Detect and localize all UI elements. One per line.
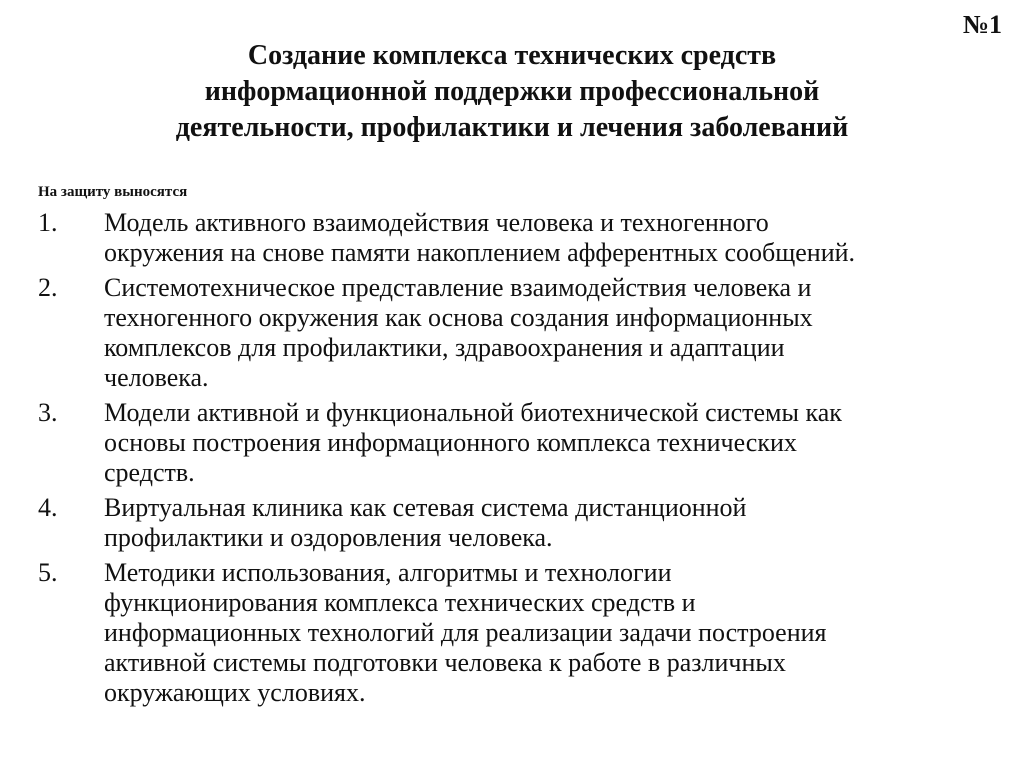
list-item-number: 2. — [38, 273, 58, 302]
page-title — [60, 38, 964, 145]
list-item — [38, 273, 1018, 393]
list-item-line: информационных технологий для реализации задачи построения — [104, 618, 827, 647]
list-item-number: 3. — [38, 398, 58, 427]
title-line: деятельности, профилактики и лечения заболеваний — [175, 111, 849, 143]
list-item — [38, 208, 1018, 268]
thesis-list — [38, 208, 1018, 713]
title-line: Создание комплекса технических средств — [247, 40, 777, 71]
slide-number: №1 — [962, 10, 1002, 39]
list-item-line: Методики использования, алгоритмы и технологии — [104, 558, 672, 587]
list-item — [38, 558, 1018, 708]
list-item-number: 5. — [38, 558, 58, 587]
list-item-number: 4. — [38, 493, 58, 522]
title-line: информационной поддержки профессиональной — [204, 75, 820, 107]
list-item-line: средств. — [104, 458, 195, 487]
list-item — [38, 493, 1018, 553]
subtitle: На защиту выносятся — [38, 184, 188, 200]
list-item-line: окружения на снове памяти накоплением афферентных сообщений. — [104, 238, 856, 267]
list-item-line: Системотехническое представление взаимодействия человека и — [104, 273, 812, 302]
list-item-line: Модели активной и функциональной биотехнической системы как — [104, 398, 842, 427]
list-item-line: профилактики и оздоровления человека. — [104, 523, 553, 552]
list-item-line: человека. — [104, 363, 209, 392]
list-item-number: 1. — [38, 208, 58, 237]
list-item-line: комплексов для профилактики, здравоохранения и адаптации — [104, 333, 785, 362]
list-item — [38, 398, 1018, 488]
list-item-line: функционирования комплекса технических средств и — [104, 588, 696, 617]
list-item-line: активной системы подготовки человека к работе в различных — [104, 648, 786, 677]
list-item-line: Виртуальная клиника как сетевая система дистанционной — [104, 493, 747, 522]
list-item-line: техногенного окружения как основа создания информационных — [104, 303, 813, 332]
list-item-line: окружающих условиях. — [104, 678, 366, 707]
list-item-line: Модель активного взаимодействия человека и техногенного — [104, 208, 769, 237]
list-item-line: основы построения информационного комплекса технических — [104, 428, 797, 457]
